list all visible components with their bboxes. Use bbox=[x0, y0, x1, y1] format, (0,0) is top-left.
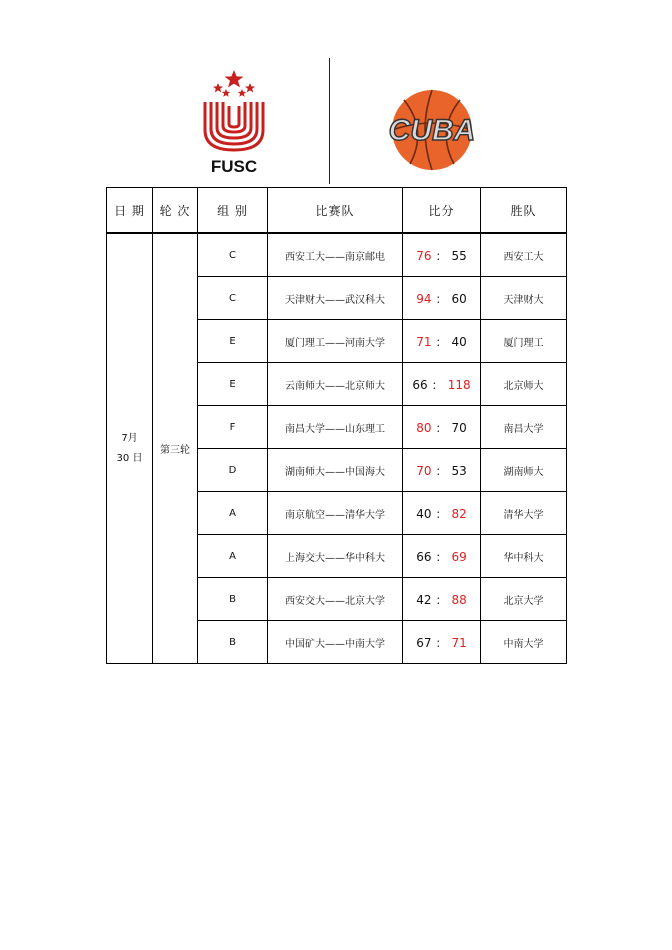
teams-cell: 西安交大——北京大学 bbox=[268, 578, 403, 621]
score-cell bbox=[403, 578, 481, 621]
table-row bbox=[107, 233, 567, 277]
teams-cell: 南京航空——清华大学 bbox=[268, 492, 403, 535]
table-body bbox=[107, 233, 567, 664]
score-left: 66 bbox=[416, 549, 432, 564]
header-round: 轮 次 bbox=[153, 188, 198, 234]
group-cell: A bbox=[198, 492, 268, 535]
teams-cell: 上海交大——华中科大 bbox=[268, 535, 403, 578]
score-cell bbox=[403, 449, 481, 492]
teams-cell: 南昌大学——山东理工 bbox=[268, 406, 403, 449]
table-header-row bbox=[107, 188, 567, 234]
score-separator: ： bbox=[431, 377, 444, 392]
fusc-logo-icon bbox=[196, 66, 272, 178]
match-results-table bbox=[106, 187, 567, 664]
winner-cell: 厦门理工 bbox=[481, 320, 567, 363]
score-right: 69 bbox=[451, 549, 467, 564]
date-month: 7月 bbox=[121, 432, 138, 444]
winner-cell: 天津财大 bbox=[481, 277, 567, 320]
score-right: 55 bbox=[451, 248, 467, 263]
score-separator: ： bbox=[435, 506, 448, 521]
group-cell: D bbox=[198, 449, 268, 492]
score-left: 40 bbox=[416, 506, 432, 521]
teams-cell: 云南师大——北京师大 bbox=[268, 363, 403, 406]
group-cell: B bbox=[198, 621, 268, 664]
score-left: 71 bbox=[416, 334, 432, 349]
score-right: 118 bbox=[447, 377, 471, 392]
score-left: 94 bbox=[416, 291, 432, 306]
teams-cell: 厦门理工——河南大学 bbox=[268, 320, 403, 363]
cuba-wordmark: CUBA bbox=[388, 114, 476, 147]
score-cell bbox=[403, 621, 481, 664]
header-score: 比分 bbox=[403, 188, 481, 234]
score-left: 80 bbox=[416, 420, 432, 435]
score-separator: ： bbox=[435, 635, 448, 650]
score-left: 70 bbox=[416, 463, 432, 478]
teams-cell: 湖南师大——中国海大 bbox=[268, 449, 403, 492]
group-cell: C bbox=[198, 233, 268, 277]
fusc-wordmark: FUSC bbox=[210, 157, 258, 176]
round-cell: 第三轮 bbox=[153, 233, 198, 664]
score-left: 67 bbox=[416, 635, 432, 650]
score-separator: ： bbox=[435, 334, 448, 349]
teams-cell: 西安工大——南京邮电 bbox=[268, 233, 403, 277]
score-right: 88 bbox=[451, 592, 467, 607]
group-cell: C bbox=[198, 277, 268, 320]
score-cell bbox=[403, 406, 481, 449]
score-separator: ： bbox=[435, 592, 448, 607]
group-cell: A bbox=[198, 535, 268, 578]
score-cell bbox=[403, 320, 481, 363]
winner-cell: 清华大学 bbox=[481, 492, 567, 535]
score-right: 40 bbox=[451, 334, 467, 349]
group-cell: E bbox=[198, 363, 268, 406]
score-cell bbox=[403, 277, 481, 320]
winner-cell: 北京大学 bbox=[481, 578, 567, 621]
score-right: 82 bbox=[451, 506, 467, 521]
score-right: 53 bbox=[451, 463, 467, 478]
score-separator: ： bbox=[435, 463, 448, 478]
score-left: 76 bbox=[416, 248, 432, 263]
winner-cell: 湖南师大 bbox=[481, 449, 567, 492]
header-date: 日 期 bbox=[107, 188, 153, 234]
score-right: 70 bbox=[451, 420, 467, 435]
winner-cell: 华中科大 bbox=[481, 535, 567, 578]
group-cell: F bbox=[198, 406, 268, 449]
teams-cell: 天津财大——武汉科大 bbox=[268, 277, 403, 320]
score-cell bbox=[403, 492, 481, 535]
winner-cell: 南昌大学 bbox=[481, 406, 567, 449]
cuba-basketball-logo-icon bbox=[370, 86, 494, 174]
teams-cell: 中国矿大——中南大学 bbox=[268, 621, 403, 664]
group-cell: B bbox=[198, 578, 268, 621]
winner-cell: 中南大学 bbox=[481, 621, 567, 664]
winner-cell: 北京师大 bbox=[481, 363, 567, 406]
score-separator: ： bbox=[435, 248, 448, 263]
header-group: 组 别 bbox=[198, 188, 268, 234]
score-separator: ： bbox=[435, 549, 448, 564]
date-day: 30 日 bbox=[116, 452, 143, 464]
date-cell bbox=[107, 233, 153, 664]
score-separator: ： bbox=[435, 291, 448, 306]
header-logos bbox=[0, 0, 672, 190]
group-cell: E bbox=[198, 320, 268, 363]
score-right: 71 bbox=[451, 635, 467, 650]
score-cell bbox=[403, 363, 481, 406]
score-separator: ： bbox=[435, 420, 448, 435]
score-cell bbox=[403, 535, 481, 578]
score-cell bbox=[403, 233, 481, 277]
score-right: 60 bbox=[451, 291, 467, 306]
header-teams: 比赛队 bbox=[268, 188, 403, 234]
score-left: 42 bbox=[416, 592, 432, 607]
score-left: 66 bbox=[412, 377, 428, 392]
logo-divider bbox=[329, 58, 330, 184]
winner-cell: 西安工大 bbox=[481, 233, 567, 277]
header-winner: 胜队 bbox=[481, 188, 567, 234]
